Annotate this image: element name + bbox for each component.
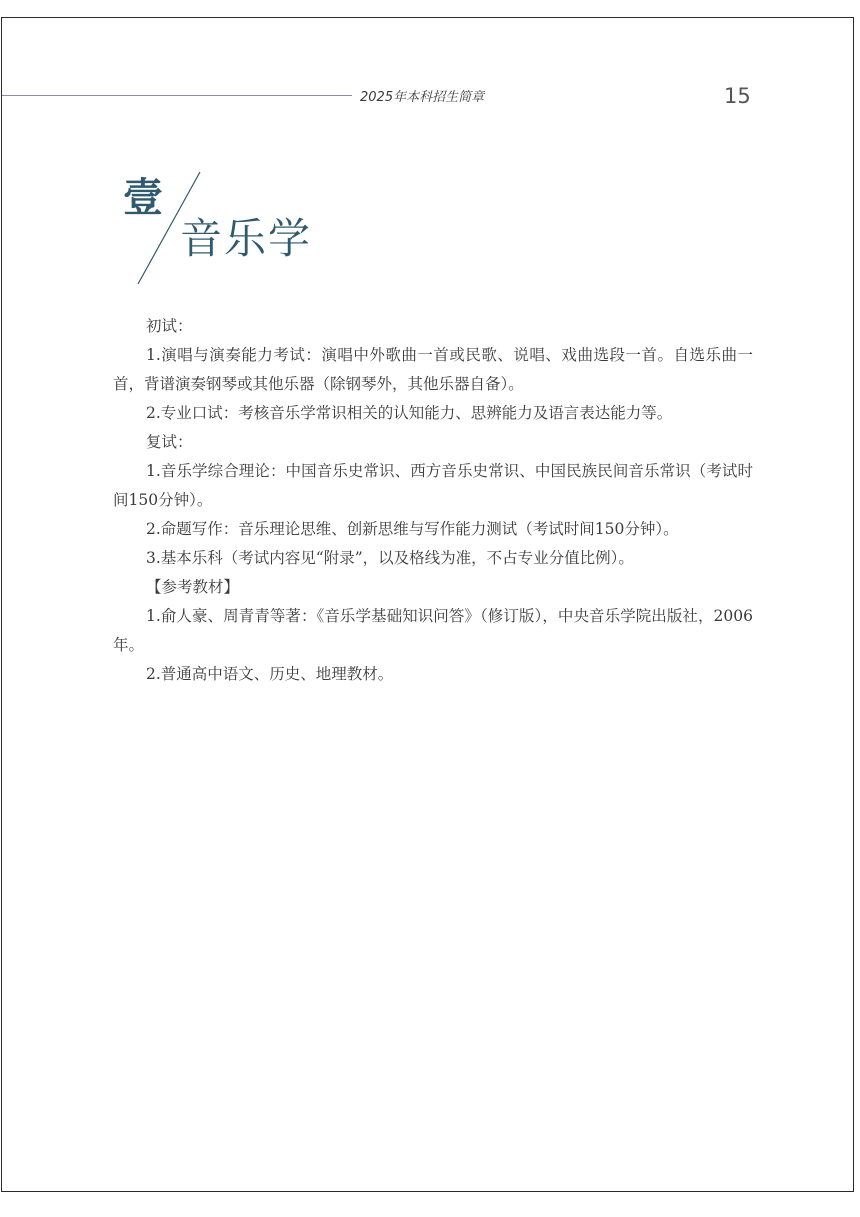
paragraph-final-item-3: 3.基本乐科（考试内容见“附录”，以及格线为准，不占专业分值比例）。 [146,549,634,567]
paragraph-reference-1: 1.俞人豪、周青青等著：《音乐学基础知识问答》（修订版），中央音乐学院出版社，2006年。 [113,607,753,654]
paragraph-preliminary-item-2: 2.专业口试：考核音乐学常识相关的认知能力、思辨能力及语言表达能力等。 [146,404,673,422]
paragraph-final-heading: 复试： [146,433,193,451]
paragraph-final-item-2: 2.命题写作：音乐理论思维、创新思维与写作能力测试（考试时间150分钟）。 [146,520,679,538]
paragraph-preliminary-item-1: 1.演唱与演奏能力考试：演唱中外歌曲一首或民歌、说唱、戏曲选段一首。自选乐曲一首，背谱演奏钢琴或其他乐器（除钢琴外，其他乐器自备）。 [113,346,753,393]
paragraph-references-heading: 【参考教材】 [146,578,240,596]
body-text [113,312,753,689]
paragraph-preliminary-heading: 初试： [146,317,193,335]
page-number: 15 [724,84,751,108]
chapter-title: 音乐学 [180,214,313,263]
paragraph-final-item-1: 1.音乐学综合理论：中国音乐史常识、西方音乐史常识、中国民族民间音乐常识（考试时间150分钟）。 [113,462,753,509]
chapter-number: 壹 [123,174,163,221]
header-rule [2,95,352,96]
paragraph-reference-2: 2.普通高中语文、历史、地理教材。 [146,665,394,683]
running-title: 2025年本科招生简章 [360,90,485,105]
